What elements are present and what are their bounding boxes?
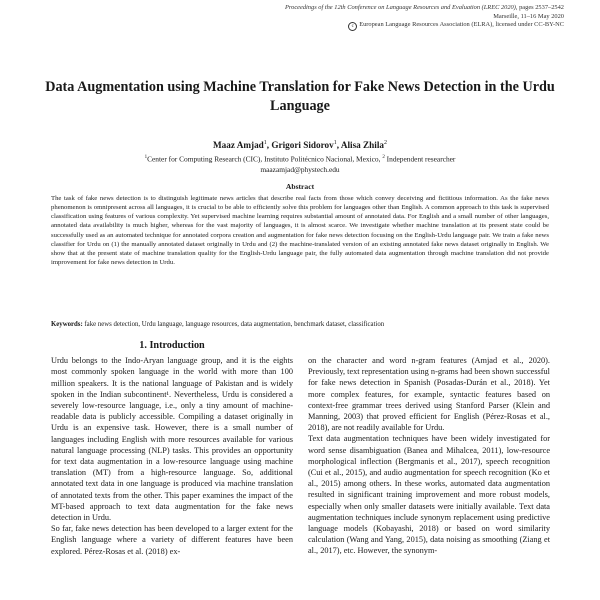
keywords-label: Keywords: bbox=[51, 321, 83, 328]
author-email: maazamjad@phystech.edu bbox=[260, 165, 340, 174]
proceedings-location: Marseille, 11–16 May 2020 bbox=[493, 12, 564, 20]
paragraph: Text data augmentation techniques have been widely investigated for word sense disambiguation (Banea and Mihalcea, 2011), low-resource morphological inflection (Bergmanis et al., 2017), speech recognition (Cui et al., 2015), and audio augmentation for speech recognition (Ko et al., 2015) among others. In these works, automated data augmentation resulted in significant training improvement and more robust models, especially when only smaller datasets were initially available. Text data augmentation techniques include synonym replacement using predictive language models (Kobayashi, 2018) or based on word similarity calculation (Wang and Yang, 2015), data noising as smoothing (Ziang et al., 2017), etc. However, the synonym- bbox=[308, 434, 550, 556]
keywords-line bbox=[51, 320, 549, 329]
author-affil-mark: 1 bbox=[333, 140, 337, 146]
affil-mark: 2 bbox=[382, 155, 385, 160]
section-heading: 1. Introduction bbox=[139, 340, 205, 351]
author-separator: , bbox=[266, 140, 272, 151]
paper-title: Data Augmentation using Machine Translation for Fake News Detection in the Urdu Language bbox=[45, 79, 555, 114]
proceedings-header bbox=[264, 4, 564, 31]
affil-mark: 1 bbox=[144, 155, 148, 160]
affiliations bbox=[40, 153, 560, 164]
author-separator: , bbox=[336, 140, 341, 151]
proceedings-pages: , pages 2537–2542 bbox=[515, 4, 564, 11]
author-list bbox=[40, 140, 560, 150]
right-column bbox=[308, 355, 550, 557]
affil-text: Center for Computing Research (CIC), Instituto Politécnico Nacional, Mexico, bbox=[147, 154, 383, 164]
paragraph: on the character and word n-gram features (Amjad et al., 2020). Previously, text representation using n-grams had been shown successful for fake news detection in Spanish (Posadas-Durán et al., 2018). Yet more complex features, for example, syntactic features based on context-free grammar trees derived using Stanford Parser (Klein and Manning, 2003) that proved efficient for English (Pérez-Rosas et al., 2018), are not readily available for Urdu. bbox=[308, 356, 550, 433]
proceedings-title: Proceedings of the 12th Conference on Language Resources and Evaluation (LREC 2020) bbox=[284, 4, 516, 11]
author-affil-mark: 1 bbox=[263, 140, 267, 146]
keywords-text: fake news detection, Urdu language, language resources, data augmentation, benchmark dataset, classification bbox=[82, 321, 385, 328]
paragraph: So far, fake news detection has been developed to a larger extent for the English language where a variety of different features have been explored. Pérez-Rosas et al. (2018) ex- bbox=[51, 524, 293, 556]
author-name: Grigori Sidorov bbox=[271, 140, 334, 151]
author-name: Alisa Zhila bbox=[340, 140, 384, 151]
abstract-body: The task of fake news detection is to distinguish legitimate news articles that describe real facts from those which convey deceiving and fictitious information. As the fake news phenomenon is omnipresent across all languages, it is crucial to be able to efficiently solve this problem for languages other than English. A common approach to this task is supervised classification using features of various complexity. Yet supervised machine learning requires substantial amount of annotated data. For English and a small number of other languages, annotated data availability is much higher, whereas for the vast majority of languages, it is almost scarce. We investigate whether machine translation at its present state could be successfully used as an automated technique for annotated corpora creation and augmentation for fake news detection focusing on the English-Urdu language pair. We train a fake news classifier for Urdu on (1) the manually annotated dataset originally in Urdu and (2) the machine-translated version of an existing annotated fake news dataset originally in English. We show that at the present state of machine translation quality for the English-Urdu language pair, the fully automated data augmentation through machine translation did not provide improvement for fake news detection in Urdu. bbox=[51, 195, 549, 267]
abstract-heading: Abstract bbox=[285, 182, 315, 191]
license-text: European Language Resources Association (ELRA), licensed under CC-BY-NC bbox=[359, 21, 564, 29]
left-column bbox=[51, 340, 293, 557]
copyright-icon: c bbox=[348, 22, 357, 31]
paragraph: Urdu belongs to the Indo-Aryan language group, and it is the eights most commonly spoken language in the world with more than 100 million speakers. It is the national language of Pakistan and is widely spoken in the Indian subcontinent¹. Nevertheless, Urdu is considered a severely low-resource language, i.e., only a tiny amount of machine-readable data is publicly accessible. Compiling a dataset originally in Urdu is an expensive task. However, there is a small number of languages including English with more resources available for various natural language processing (NLP) tasks. This provides an opportunity for text data augmentation in a low-resource language using machine translation (MT) from a high-resource language. So, additional annotated text data in one language is produced via machine translation of annotated texts from the other. This paper examines the impact of the MT-based approach to text data augmentation for the fake news detection in Urdu. bbox=[51, 356, 293, 523]
author-name: Maaz Amjad bbox=[213, 140, 264, 151]
author-affil-mark: 2 bbox=[383, 140, 387, 146]
affil-text: Independent researcher bbox=[384, 154, 456, 164]
